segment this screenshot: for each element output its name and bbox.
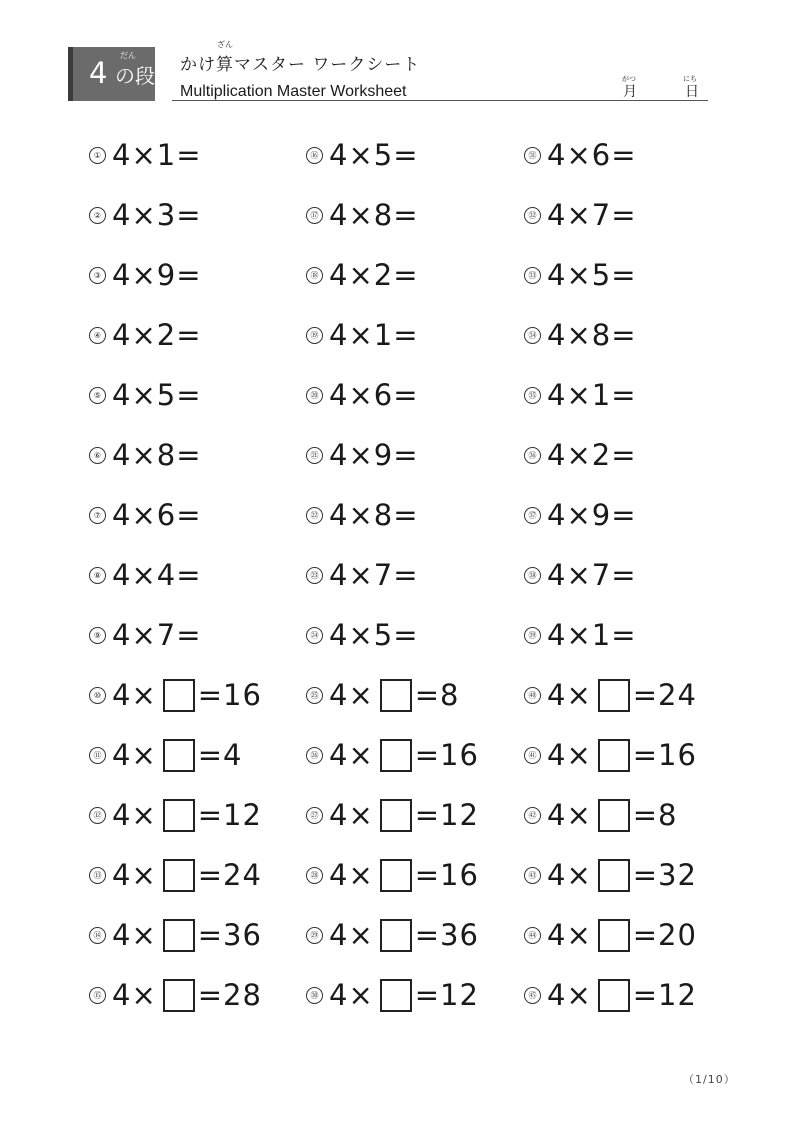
problem-expression-pre: 4× xyxy=(112,738,157,772)
answer-box[interactable] xyxy=(380,679,412,712)
problem-number: ㉗ xyxy=(306,807,323,824)
problem-number: ⑤ xyxy=(89,387,106,404)
problem-number: ④ xyxy=(89,327,106,344)
problem-item xyxy=(524,665,697,725)
answer-box[interactable] xyxy=(380,979,412,1012)
day-ruby: にち xyxy=(683,75,697,83)
page-title-en: Multiplication Master Worksheet xyxy=(180,83,407,100)
answer-box[interactable] xyxy=(163,679,195,712)
problem-number: ㉔ xyxy=(306,627,323,644)
problem-expression-post: =12 xyxy=(414,978,479,1012)
answer-box[interactable] xyxy=(163,739,195,772)
answer-box[interactable] xyxy=(598,979,630,1012)
problem-expression-post: =36 xyxy=(414,918,479,952)
problem-number: ⑭ xyxy=(89,927,106,944)
problem-item xyxy=(306,485,479,545)
problem-expression-post: =8 xyxy=(414,678,460,712)
problem-item xyxy=(89,365,262,425)
problem-item xyxy=(524,845,697,905)
problem-number: ㊳ xyxy=(524,567,541,584)
problem-item xyxy=(306,905,479,965)
problem-expression: 4×2= xyxy=(112,318,202,352)
problem-expression: 4×8= xyxy=(329,198,419,232)
problem-expression: 4×7= xyxy=(112,618,202,652)
badge-ruby: だん xyxy=(120,51,136,60)
problem-item xyxy=(306,965,479,1025)
problem-number: ② xyxy=(89,207,106,224)
problem-expression-pre: 4× xyxy=(547,858,592,892)
problem-expression: 4×2= xyxy=(329,258,419,292)
problem-number: ⑨ xyxy=(89,627,106,644)
problem-number: ⑳ xyxy=(306,387,323,404)
problem-item xyxy=(524,305,697,365)
problem-item xyxy=(89,665,262,725)
problem-number: ⑪ xyxy=(89,747,106,764)
problem-number: ㊸ xyxy=(524,867,541,884)
problem-number: ㉛ xyxy=(524,147,541,164)
problem-expression-post: =12 xyxy=(414,798,479,832)
problem-expression: 4×7= xyxy=(329,558,419,592)
level-badge xyxy=(68,47,155,101)
problem-number: ㉚ xyxy=(306,987,323,1004)
answer-box[interactable] xyxy=(598,679,630,712)
problem-item xyxy=(524,425,697,485)
problem-expression-pre: 4× xyxy=(329,918,374,952)
problem-number: ㉖ xyxy=(306,747,323,764)
answer-box[interactable] xyxy=(163,919,195,952)
problem-item xyxy=(306,665,479,725)
problem-expression: 4×7= xyxy=(547,558,637,592)
problem-expression-pre: 4× xyxy=(112,798,157,832)
answer-box[interactable] xyxy=(380,859,412,892)
badge-number: 4 xyxy=(89,56,108,90)
problem-item xyxy=(89,785,262,845)
problem-item xyxy=(306,245,479,305)
problem-item xyxy=(89,485,262,545)
problem-number: ⑰ xyxy=(306,207,323,224)
problem-number: ⑧ xyxy=(89,567,106,584)
problem-item xyxy=(306,605,479,665)
problem-item xyxy=(306,425,479,485)
problem-item xyxy=(306,845,479,905)
problem-number: ③ xyxy=(89,267,106,284)
problem-number: ⑥ xyxy=(89,447,106,464)
problem-expression-pre: 4× xyxy=(547,738,592,772)
problem-number: ㊱ xyxy=(524,447,541,464)
problem-number: ⑮ xyxy=(89,987,106,1004)
answer-box[interactable] xyxy=(598,799,630,832)
answer-box[interactable] xyxy=(163,799,195,832)
problem-expression-post: =20 xyxy=(632,918,697,952)
problem-expression-post: =16 xyxy=(197,678,262,712)
problem-item xyxy=(524,545,697,605)
day-label: 日 xyxy=(685,84,699,100)
problem-item xyxy=(89,425,262,485)
problem-expression-pre: 4× xyxy=(547,978,592,1012)
problem-expression-post: =36 xyxy=(197,918,262,952)
problem-expression-pre: 4× xyxy=(547,918,592,952)
problem-expression-post: =4 xyxy=(197,738,243,772)
problem-expression-post: =28 xyxy=(197,978,262,1012)
problem-number: ㉑ xyxy=(306,447,323,464)
problem-number: ⑲ xyxy=(306,327,323,344)
problem-number: ⑱ xyxy=(306,267,323,284)
problem-number: ⑩ xyxy=(89,687,106,704)
problem-expression: 4×6= xyxy=(547,138,637,172)
problem-expression: 4×4= xyxy=(112,558,202,592)
problem-expression-pre: 4× xyxy=(329,678,374,712)
problem-expression: 4×8= xyxy=(329,498,419,532)
problem-expression: 4×7= xyxy=(547,198,637,232)
answer-box[interactable] xyxy=(380,799,412,832)
problem-number: ㉟ xyxy=(524,387,541,404)
problem-number: ㉓ xyxy=(306,567,323,584)
problem-expression-post: =12 xyxy=(197,798,262,832)
problem-item xyxy=(524,185,697,245)
problem-expression-pre: 4× xyxy=(112,858,157,892)
problem-item xyxy=(89,125,262,185)
problem-expression-post: =16 xyxy=(632,738,697,772)
problem-number: ㊶ xyxy=(524,747,541,764)
problem-expression: 4×5= xyxy=(329,138,419,172)
problem-item xyxy=(306,725,479,785)
problem-expression-pre: 4× xyxy=(547,678,592,712)
answer-box[interactable] xyxy=(163,979,195,1012)
problem-expression-post: =24 xyxy=(197,858,262,892)
page-title-jp: かけ算マスター ワークシート xyxy=(180,55,421,75)
problem-expression: 4×1= xyxy=(547,618,637,652)
problem-column-2 xyxy=(306,125,479,1025)
answer-box[interactable] xyxy=(598,919,630,952)
problem-expression-post: =8 xyxy=(632,798,678,832)
month-ruby: がつ xyxy=(622,75,636,83)
problem-item xyxy=(524,365,697,425)
problem-item xyxy=(89,605,262,665)
problem-number: ㊲ xyxy=(524,507,541,524)
problem-number: ㉒ xyxy=(306,507,323,524)
problem-item xyxy=(89,965,262,1025)
problem-number: ㉙ xyxy=(306,927,323,944)
problem-number: ㊺ xyxy=(524,987,541,1004)
answer-box[interactable] xyxy=(598,739,630,772)
month-label: 月 xyxy=(623,84,637,100)
problem-expression: 4×6= xyxy=(329,378,419,412)
problem-number: ㉞ xyxy=(524,327,541,344)
problem-expression-pre: 4× xyxy=(547,798,592,832)
problem-expression-pre: 4× xyxy=(112,978,157,1012)
problem-item xyxy=(89,245,262,305)
problem-expression: 4×1= xyxy=(112,138,202,172)
problem-number: ㉘ xyxy=(306,867,323,884)
problem-expression: 4×9= xyxy=(112,258,202,292)
problem-expression: 4×9= xyxy=(547,498,637,532)
problem-item xyxy=(306,125,479,185)
problem-number: ㉜ xyxy=(524,207,541,224)
problem-expression: 4×5= xyxy=(547,258,637,292)
problem-item xyxy=(524,485,697,545)
problem-expression: 4×1= xyxy=(547,378,637,412)
problem-number: ㉝ xyxy=(524,267,541,284)
problem-number: ㊴ xyxy=(524,627,541,644)
problem-item xyxy=(524,125,697,185)
problem-expression-pre: 4× xyxy=(329,858,374,892)
problem-item xyxy=(89,305,262,365)
problem-item xyxy=(306,305,479,365)
problem-number: ㊹ xyxy=(524,927,541,944)
answer-box[interactable] xyxy=(380,739,412,772)
problem-item xyxy=(89,725,262,785)
problem-number: ⑬ xyxy=(89,867,106,884)
problem-item xyxy=(524,785,697,845)
problem-expression: 4×5= xyxy=(112,378,202,412)
problem-number: ㊵ xyxy=(524,687,541,704)
problem-number: ⑫ xyxy=(89,807,106,824)
problem-item xyxy=(524,245,697,305)
problem-expression: 4×3= xyxy=(112,198,202,232)
badge-suffix: の段 xyxy=(115,64,155,88)
problem-expression-post: =12 xyxy=(632,978,697,1012)
title-ruby: ざん xyxy=(217,40,233,49)
problem-item xyxy=(89,545,262,605)
problem-expression: 4×6= xyxy=(112,498,202,532)
problem-item xyxy=(89,185,262,245)
problem-expression: 4×8= xyxy=(112,438,202,472)
problem-number: ⑦ xyxy=(89,507,106,524)
problem-number: ⑯ xyxy=(306,147,323,164)
problem-number: ㉕ xyxy=(306,687,323,704)
problem-expression: 4×1= xyxy=(329,318,419,352)
answer-box[interactable] xyxy=(380,919,412,952)
answer-box[interactable] xyxy=(598,859,630,892)
problem-item xyxy=(306,365,479,425)
problem-expression-post: =16 xyxy=(414,858,479,892)
problem-expression: 4×8= xyxy=(547,318,637,352)
problem-expression: 4×9= xyxy=(329,438,419,472)
problem-item xyxy=(524,965,697,1025)
page-number: （1/10） xyxy=(683,1073,736,1086)
problem-item xyxy=(524,905,697,965)
problem-number: ① xyxy=(89,147,106,164)
answer-box[interactable] xyxy=(163,859,195,892)
problem-expression: 4×2= xyxy=(547,438,637,472)
problem-expression: 4×5= xyxy=(329,618,419,652)
problem-item xyxy=(524,725,697,785)
problem-item xyxy=(89,845,262,905)
problem-item xyxy=(89,905,262,965)
problem-item xyxy=(524,605,697,665)
problem-expression-pre: 4× xyxy=(329,978,374,1012)
problem-expression-pre: 4× xyxy=(329,798,374,832)
problem-expression-pre: 4× xyxy=(329,738,374,772)
problem-item xyxy=(306,785,479,845)
problem-number: ㊷ xyxy=(524,807,541,824)
problem-column-3 xyxy=(524,125,697,1025)
problem-expression-post: =24 xyxy=(632,678,697,712)
problem-item xyxy=(306,185,479,245)
problem-item xyxy=(306,545,479,605)
problem-expression-pre: 4× xyxy=(112,918,157,952)
problem-expression-post: =32 xyxy=(632,858,697,892)
problem-expression-post: =16 xyxy=(414,738,479,772)
problem-column-1 xyxy=(89,125,262,1025)
problem-expression-pre: 4× xyxy=(112,678,157,712)
